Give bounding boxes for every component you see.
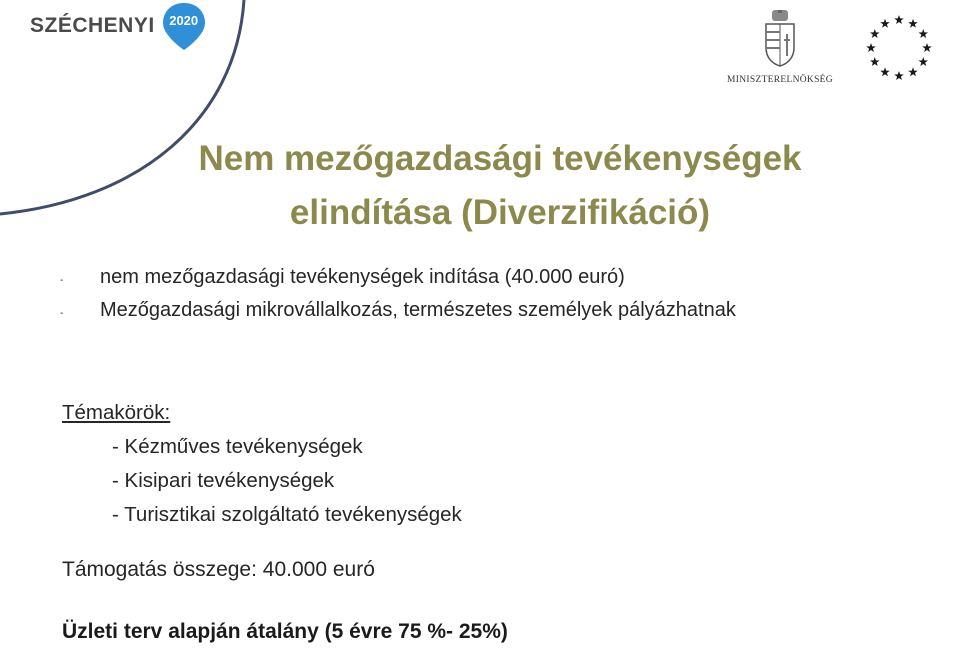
bullet-text: Mezőgazdasági mikrovállalkozás, természetes személyek pályázhatnak — [100, 299, 736, 321]
eu-star — [918, 29, 928, 38]
hungarian-coat-of-arms-icon — [763, 10, 797, 68]
topic-item: - Kisipari tevékenységek — [112, 469, 335, 492]
eu-star — [880, 67, 890, 76]
eu-star — [866, 43, 876, 52]
bullet-item — [60, 266, 736, 299]
support-amount: Támogatás összege: 40.000 euró — [62, 558, 375, 581]
eu-star — [894, 71, 904, 80]
bullet-dash: - — [60, 308, 64, 319]
title-line-2: elindítása (Diverzifikáció) — [289, 193, 711, 232]
szechenyi-logo-word: SZÉCHENYI — [30, 14, 155, 37]
topic-item: - Turisztikai szolgáltató tevékenységek — [112, 503, 462, 526]
slide-title — [120, 132, 880, 240]
eu-stars-icon — [855, 8, 943, 88]
bullet-text: nem mezőgazdasági tevékenységek indítása (40.000 euró) — [100, 266, 625, 288]
eu-star — [870, 57, 880, 66]
eu-star — [880, 19, 890, 28]
szechenyi-2020-logo — [30, 8, 209, 44]
eu-star — [918, 57, 928, 66]
eu-star — [870, 29, 880, 38]
eu-flag — [855, 8, 943, 88]
title-line-1: Nem mezőgazdasági tevékenységek — [198, 139, 802, 178]
szechenyi-logo-year: 2020 — [169, 13, 199, 28]
bullet-list — [60, 266, 736, 332]
business-plan-note: Üzleti terv alapján átalány (5 évre 75 %- 25%) — [62, 620, 508, 643]
ministry-logo — [725, 10, 835, 85]
ministry-logo-text: MINISZTERELNÖKSÉG — [727, 75, 833, 85]
bullet-item — [60, 299, 736, 332]
topics-heading: Témakörök: — [62, 401, 171, 424]
bullet-dash: - — [60, 275, 64, 286]
location-pin-icon — [159, 1, 209, 51]
topic-item: - Kézműves tevékenységek — [112, 435, 363, 458]
topics-section — [62, 396, 462, 532]
eu-star — [908, 19, 918, 28]
eu-star — [908, 67, 918, 76]
eu-star — [922, 43, 932, 52]
eu-star — [894, 15, 904, 24]
